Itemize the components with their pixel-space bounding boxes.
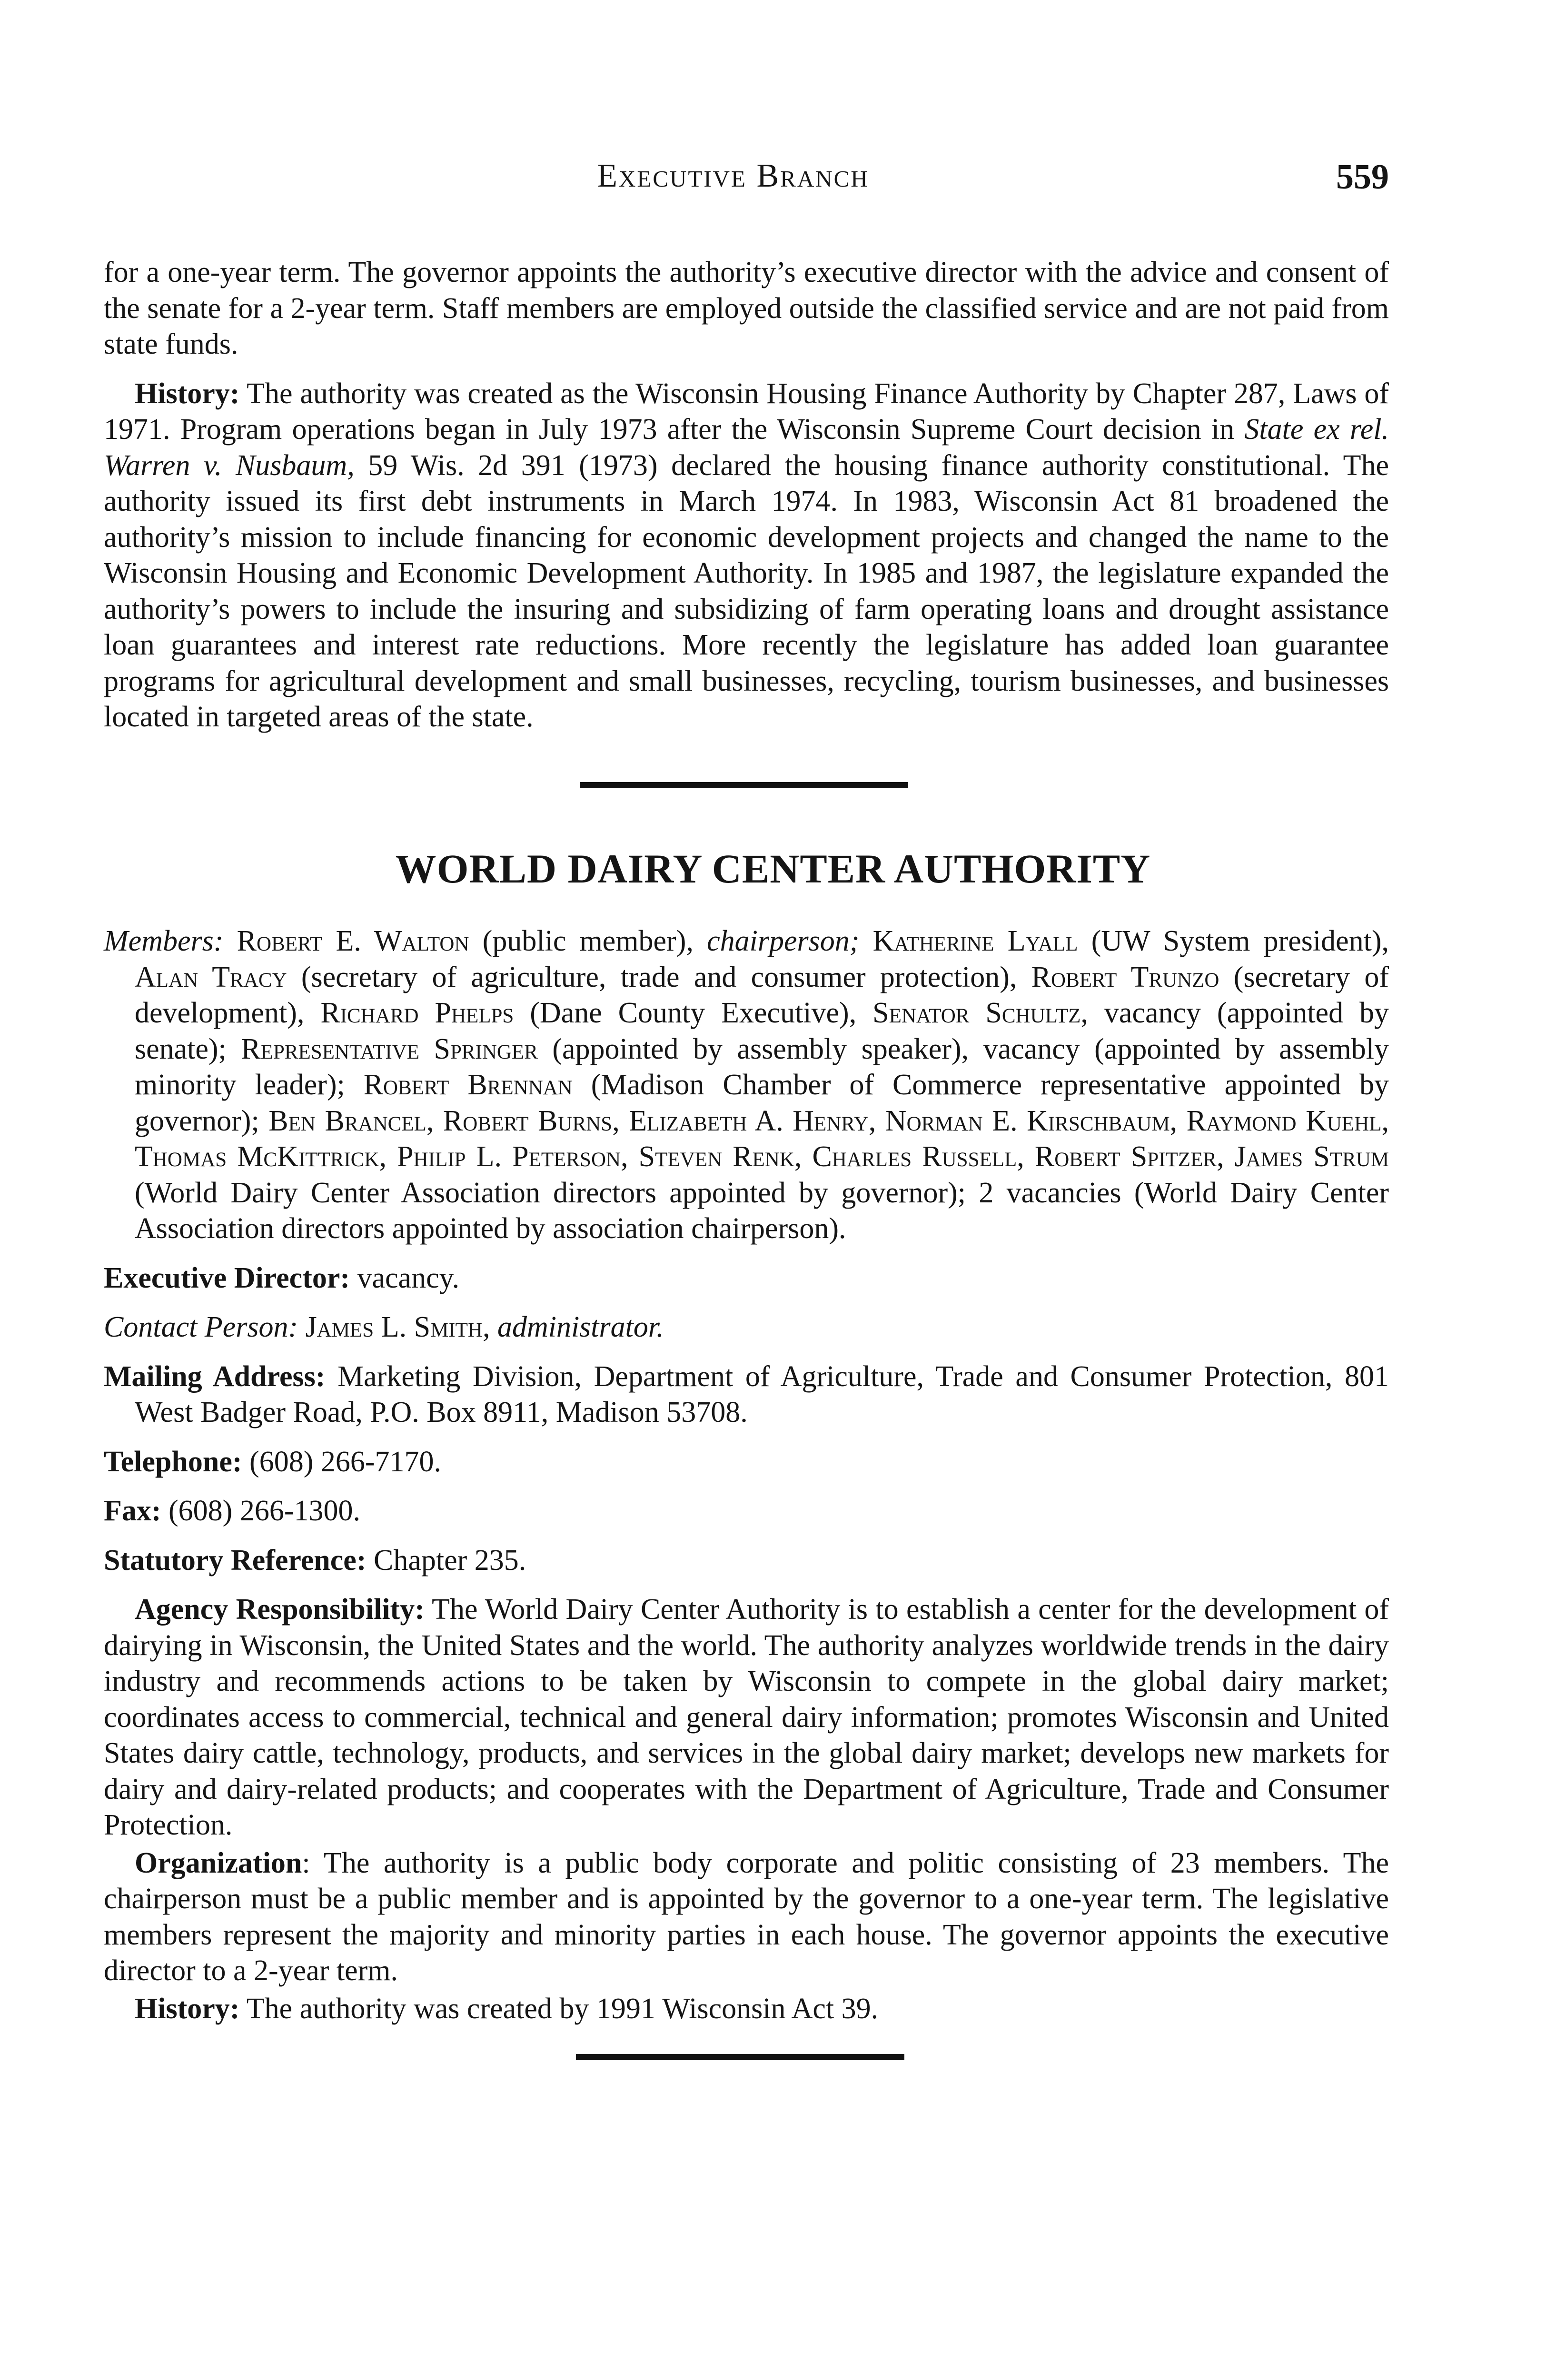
member-name: Ben Brancel, Robert Burns, Elizabeth A. Henry, Norman E. Kirschbaum, Raymond Kuehl, Thomas McKittrick, Philip L. Peterson, Steven Renk, Charles Russell, Robert Spitzer, James Strum [135,1104,1389,1173]
intro-paragraph: for a one-year term. The governor appoints the authority’s executive director with the advice and consent of the senate for a 2-year term. Staff members are employed outside the classified service and are not paid from state funds. [104,256,1389,360]
member-name: Robert Brennan [363,1069,573,1101]
contact-person-line [104,1309,1389,1346]
member-name: Representative Springer [241,1032,538,1065]
fax-label: Fax: [104,1495,161,1527]
page-number: 559 [1336,158,1389,197]
telephone-label: Telephone: [104,1445,242,1478]
statutory-reference-line [104,1543,1389,1579]
mailing-label: Mailing Address: [104,1360,326,1393]
telephone-value: (608) 266-7170. [242,1445,441,1478]
history-text-2: 59 Wis. 2d 391 (1973) declared the housing finance authority constitutional. The authority issued its first debt instruments in March 1974. In 1983, Wisconsin Act 81 broadened the authority’s mission to include financing for economic development projects and changed the name to the Wisconsin Housing and Economic Development Authority. In 1985 and 1987, the legislature expanded the authority’s powers to include the insuring and subsidizing of farm operating loans and drought assistance loan guarantees and interest rate reductions. More recently the legislature has added loan guarantee programs for agricultural development and small businesses, recycling, tourism businesses, and businesses located in targeted areas of the state. [104,449,1389,733]
mailing-value: Marketing Division, Department of Agriculture, Trade and Consumer Protection, 801 West Badger Road, P.O. Box 8911, Madison 53708. [135,1360,1389,1428]
statutory-label: Statutory Reference: [104,1544,367,1577]
members-paragraph [104,923,1389,1247]
member-description: , vacancy (appointed by senate); [135,997,1389,1065]
dairy-history-paragraph [104,1991,1389,2027]
dairy-history-label: History: [135,1992,240,2025]
member-name: Richard Phelps [320,997,514,1029]
executive-director-line [104,1260,1389,1297]
organization-label: Organization [135,1846,302,1879]
history-text-1: The authority was created as the Wisconsin Housing Finance Authority by Chapter 287, Laws of 1971. Program operations began in July 1973 after the Wisconsin Supreme Court decision in [104,377,1389,446]
housing-history-paragraph [104,376,1389,735]
member-description: chairperson; [707,925,860,957]
section-divider-top [580,782,908,788]
mailing-address-line [104,1359,1389,1431]
member-description: (secretary of agriculture, trade and consumer protection), [287,961,1031,993]
member-description [859,925,872,957]
member-name: Alan Tracy [135,961,287,993]
contact-name: James L. Smith, [305,1311,490,1343]
executive-label: Executive Director: [104,1261,350,1294]
history-label: History: [135,377,240,410]
responsibility-label: Agency Responsibility: [135,1593,425,1626]
section-title: WORLD DAIRY CENTER AUTHORITY [395,846,1151,892]
responsibility-value: The World Dairy Center Authority is to establish a center for the development of dairying in Wisconsin, the United States and the world. The authority analyzes worldwide trends in the dairy industry and recommends actions to be taken by Wisconsin to compete in the global dairy market; coordinates access to commercial, technical and general dairy information; promotes Wisconsin and United States dairy cattle, technology, products, and services in the global dairy market; develops new markets for dairy and dairy-related products; and cooperates with the Department of Agriculture, Trade and Consumer Protection. [104,1593,1389,1841]
member-description: (appointed by assembly speaker), vacancy (appointed by assembly minority leader); [135,1032,1389,1101]
running-head [0,157,1546,205]
dairy-history-value: The authority was created by 1991 Wisconsin Act 39. [239,1992,879,2025]
contact-role: administrator. [490,1311,664,1343]
member-description: (UW System president), [1078,925,1389,957]
agency-responsibility-paragraph [104,1592,1389,1844]
member-description: (Madison Chamber of Commerce representative appointed by governor); [135,1069,1389,1137]
case-citation: State ex rel. Warren v. Nusbaum, [104,413,1389,482]
fax-line [104,1493,1389,1529]
top-text-block [104,255,1389,749]
running-title: Executive Branch [597,158,869,194]
executive-value: vacancy. [350,1261,460,1294]
member-name: Katherine Lyall [872,925,1078,957]
contact-label: Contact Person: [104,1311,298,1343]
member-name: Robert Trunzo [1031,961,1219,993]
member-description: (World Dairy Center Association directors appointed by governor); 2 vacancies (World Dairy Center Association directors appointed by association chairperson). [135,1176,1389,1245]
member-name: Senator Schultz [872,997,1081,1029]
member-name: Robert E. Walton [237,925,469,957]
members-list [135,925,1389,1245]
member-description: (secretary of development), [135,961,1389,1029]
telephone-line [104,1444,1389,1480]
organization-paragraph [104,1845,1389,1989]
member-description: (public member), [469,925,707,957]
section-body [104,923,1389,2040]
member-description: (Dane County Executive), [514,997,873,1029]
organization-value: : The authority is a public body corporate and politic consisting of 23 members. The chairperson must be a public member and is appointed by the governor to a one-year term. The legislative members represent the majority and minority parties in each house. The governor appoints the executive director to a 2-year term. [104,1846,1389,1987]
section-divider-bottom [576,2054,904,2060]
statutory-value: Chapter 235. [366,1544,526,1577]
members-label: Members: [104,925,224,957]
fax-value: (608) 266-1300. [161,1495,360,1527]
